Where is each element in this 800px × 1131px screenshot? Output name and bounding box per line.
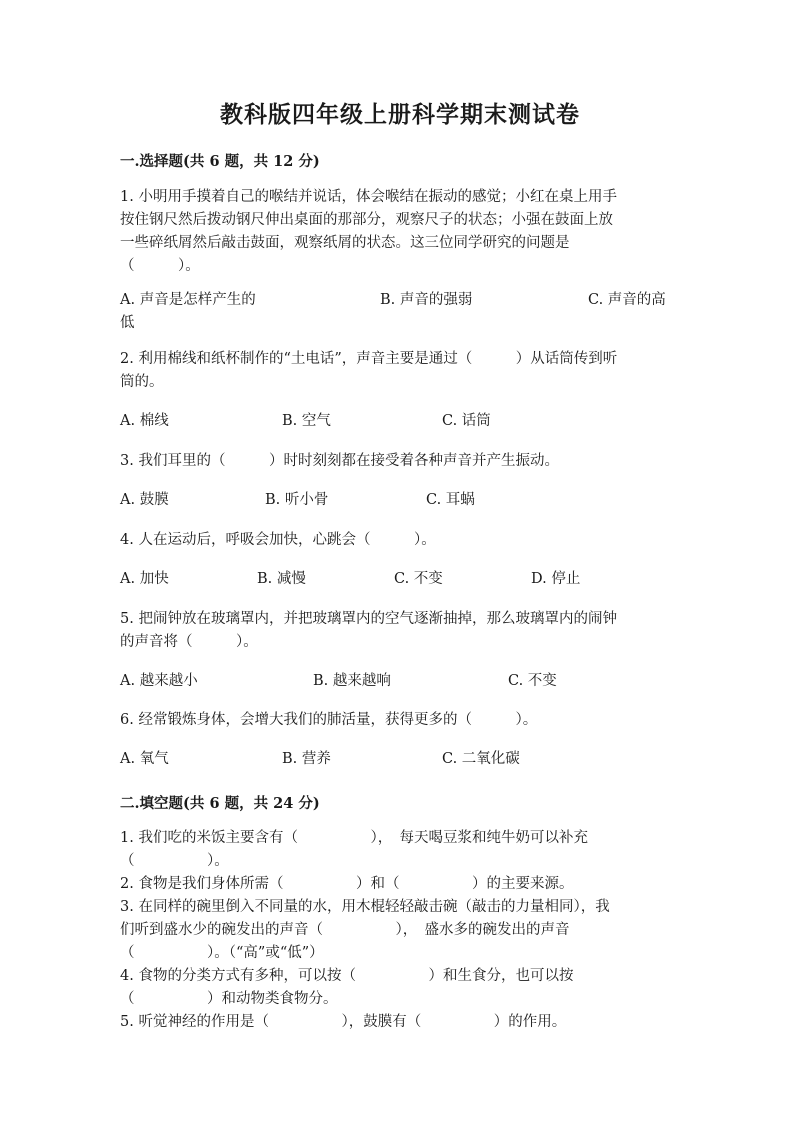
question-line: 3. 我们耳里的（ ）时时刻刻都在接受着各种声音并产生振动。	[120, 453, 559, 469]
exam-title: 教科版四年级上册科学期末测试卷	[220, 101, 580, 128]
question-line: 2. 利用棉线和纸杯制作的“土电话”，声音主要是通过（ ）从话筒传到听	[120, 351, 618, 367]
question-2	[120, 348, 685, 394]
fill-line: 4. 食物的分类方式有多种，可以按（ ）和生食分，也可以按	[120, 968, 574, 984]
option-c: C. 不变	[508, 673, 557, 689]
question-line: 6. 经常锻炼身体，会增大我们的肺活量，获得更多的（ ）。	[120, 712, 538, 728]
fill-line: （ ）。	[120, 853, 229, 869]
option-a: A. 棉线	[120, 413, 169, 429]
question-line: 筒的。	[120, 374, 164, 390]
question-4	[120, 529, 685, 552]
fill-line: 5. 听觉神经的作用是（ ），鼓膜有（ ）的作用。	[120, 1014, 567, 1030]
question-line: 4. 人在运动后，呼吸会加快，心跳会（ ）。	[120, 532, 436, 548]
option-b: B. 声音的强弱	[380, 292, 473, 308]
option-a: A. 越来越小	[120, 673, 198, 689]
option-b: B. 听小骨	[265, 492, 329, 508]
fill-line: 1. 我们吃的米饭主要含有（ ）， 每天喝豆浆和纯牛奶可以补充	[120, 830, 588, 846]
question-line: 按住钢尺然后拨动钢尺伸出桌面的那部分，观察尺子的状态；小强在鼓面上放	[120, 212, 613, 228]
section-heading-fill: 二.填空题(共 6 题，共 24 分)	[120, 795, 320, 812]
option-b: B. 空气	[282, 413, 331, 429]
option-c: C. 耳蜗	[426, 492, 475, 508]
question-1	[120, 186, 685, 278]
question-3	[120, 450, 685, 473]
fill-line: （ ）和动物类食物分。	[120, 991, 338, 1007]
option-a: A. 加快	[120, 571, 169, 587]
option-c: C. 二氧化碳	[442, 751, 520, 767]
option-a: A. 声音是怎样产生的	[120, 292, 256, 308]
option-a: A. 氧气	[120, 751, 169, 767]
option-c: C. 不变	[394, 571, 443, 587]
question-line: 的声音将（ ）。	[120, 634, 258, 650]
question-line: 5. 把闹钟放在玻璃罩内，并把玻璃罩内的空气逐渐抽掉，那么玻璃罩内的闹钟	[120, 611, 617, 627]
option-b: B. 营养	[282, 751, 331, 767]
question-line: 1. 小明用手摸着自己的喉结并说话，体会喉结在振动的感觉；小红在桌上用手	[120, 189, 617, 205]
question-6	[120, 709, 685, 732]
option-a: A. 鼓膜	[120, 492, 169, 508]
question-line: 一些碎纸屑然后敲击鼓面，观察纸屑的状态。这三位同学研究的问题是	[120, 235, 570, 251]
section-heading-choice: 一.选择题(共 6 题，共 12 分)	[120, 153, 320, 170]
option-c: C. 声音的高	[588, 292, 666, 308]
option-c: C. 话筒	[442, 413, 491, 429]
option-d: D. 停止	[531, 571, 581, 587]
fill-line: 们听到盛水少的碗发出的声音（ ）， 盛水多的碗发出的声音	[120, 922, 570, 938]
fill-line: 3. 在同样的碗里倒入不同量的水，用木棍轻轻敲击碗（敲击的力量相同），我	[120, 899, 610, 915]
question-line: （ ）。	[120, 258, 200, 274]
fill-line: 2. 食物是我们身体所需（ ）和（ ）的主要来源。	[120, 876, 574, 892]
option-b: B. 越来越响	[313, 673, 391, 689]
option-c-continued: 低	[120, 315, 135, 331]
fill-in-questions	[120, 827, 685, 1034]
fill-line: （ ）。（“高”或“低”）	[120, 945, 324, 961]
question-5	[120, 608, 685, 654]
options-1	[120, 289, 685, 335]
option-b: B. 减慢	[257, 571, 306, 587]
